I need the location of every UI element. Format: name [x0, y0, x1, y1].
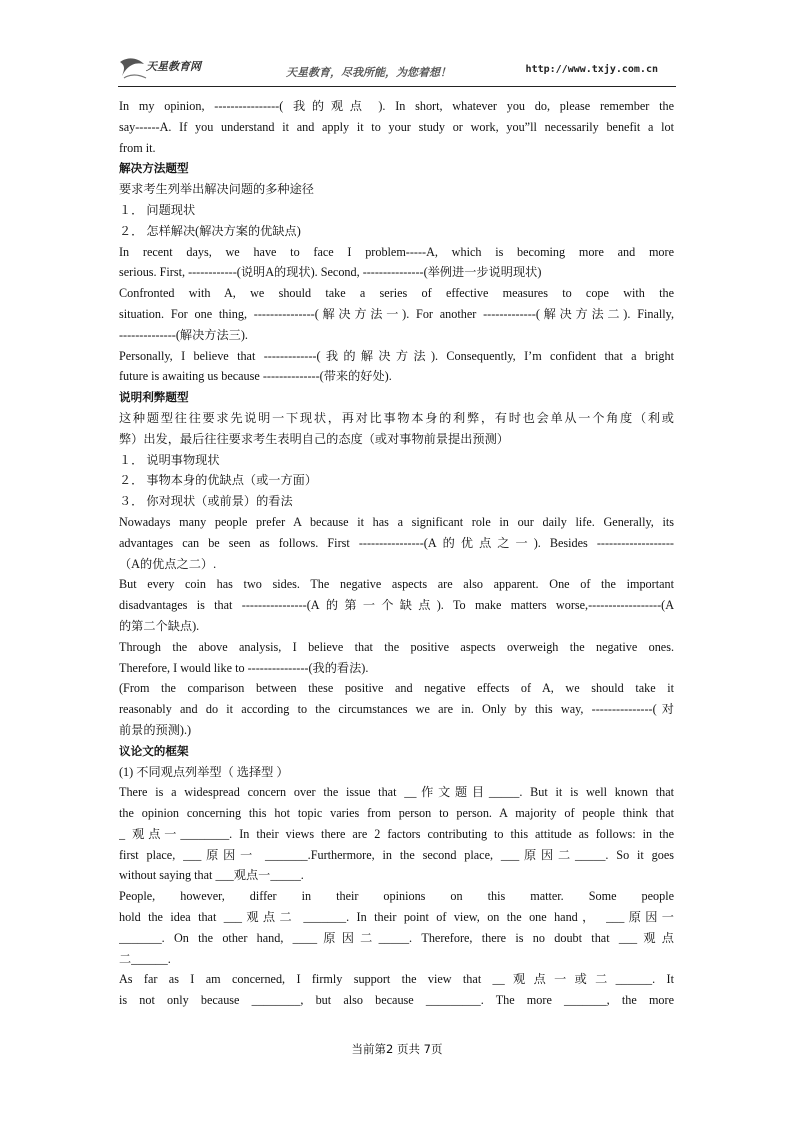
text-line: _ 观点一________. In their views there are 2 factors contributing to this attitude as follows: in the — [119, 826, 674, 841]
text-line: 前景的预测).) — [119, 722, 192, 737]
text-line: --------------(解决方法三). — [119, 327, 248, 342]
document-body — [119, 96, 674, 1011]
text-line: ２． 事物本身的优缺点（或一方面） — [119, 473, 318, 488]
text-line: without saying that ___观点一_____. — [119, 868, 304, 883]
section-heading: 说明利弊题型 — [119, 390, 189, 405]
text-line: is not only because ________, but also because _________. The more _______, the more — [119, 993, 674, 1008]
text-line: advantages can be seen as follows. First ----------------(A的优点之一). Besides ------------------- — [119, 535, 674, 550]
section-heading: 议论文的框架 — [119, 743, 189, 758]
site-slogan: 天星教育，尽我所能，为您着想！ — [286, 66, 451, 79]
text-line: say------A. If you understand it and apply it to your study or work, you”ll necessarily benefit a lot — [119, 119, 674, 134]
text-line: situation. For one thing, ---------------(解决方法一). For another -------------(解决方法二). Finally, — [119, 306, 674, 321]
text-line: 二______. — [119, 951, 171, 966]
section-heading: 解决方法题型 — [119, 161, 189, 176]
text-line: future is awaiting us because --------------(带来的好处). — [119, 369, 392, 384]
text-line: disadvantages is that ----------------(A的第一个缺点). To make matters worse,------------------(A — [119, 598, 674, 613]
text-line: １． 问题现状 — [119, 202, 196, 217]
text-line: reasonably and do it according to the circumstances we are in. Only by this way, ---------------(对 — [119, 702, 674, 717]
text-line: ３． 你对现状（或前景）的看法 — [119, 494, 293, 509]
text-line: 弊）出发，最后往往要求考生表明自己的态度（或对事物前景提出预测） — [119, 431, 509, 446]
text-line: (From the comparison between these positive and negative effects of A, we should take it — [119, 681, 674, 696]
logo-text: 天星教育网 — [146, 60, 201, 73]
text-line: People, however, differ in their opinions on this matter. Some people — [119, 889, 674, 904]
text-line: from it. — [119, 140, 156, 155]
text-line: 要求考生列举出解决问题的多种途径 — [119, 182, 314, 197]
text-line: １． 说明事物现状 — [119, 452, 220, 467]
text-line: ２． 怎样解决(解决方案的优缺点) — [119, 223, 301, 238]
text-line: In my opinion, ----------------( 我的观点 ). In short, whatever you do, please remember the — [119, 99, 674, 113]
page-footer: 当前第2 页共 7页 — [351, 1042, 443, 1056]
text-line: Therefore, I would like to ---------------(我的看法). — [119, 660, 369, 675]
logo-swoosh-icon — [118, 54, 148, 82]
text-line: 的第二个缺点). — [119, 618, 200, 633]
text-line: serious. First, ------------(说明A的现状). Second, ---------------(举例进一步说明现状) — [119, 265, 542, 280]
text-line: first place, ___原因一 _______.Furthermore, in the second place, ___原因二_____. So it goes — [119, 847, 674, 862]
text-line: There is a widespread concern over the issue that __作文题目_____. But it is well known that — [119, 785, 674, 800]
text-line: hold the idea that ___观点二 _______. In their point of view, on the one hand， ___原因一 — [119, 910, 674, 925]
text-line: 这种题型往往要求先说明一下现状，再对比事物本身的利弊，有时也会单从一个角度（利或 — [119, 410, 674, 425]
text-line: As far as I am concerned, I firmly support the view that __观点一或二______. It — [119, 972, 674, 987]
text-line: Nowadays many people prefer A because it has a significant role in our daily life. Generally, its — [119, 514, 674, 529]
text-line: (1) 不同观点列举型（ 选择型 ） — [119, 764, 289, 779]
text-line: _______. On the other hand, ____原因二_____. Therefore, there is no doubt that ___观点 — [119, 930, 674, 945]
site-url: http://www.txjy.com.cn — [525, 64, 658, 75]
text-line: （A的优点之二）. — [119, 556, 217, 571]
site-logo — [118, 54, 210, 82]
text-line: Personally, I believe that -------------(我的解决方法). Consequently, I’m confident that a bright — [119, 348, 674, 363]
text-line: the opinion concerning this hot topic varies from person to person. A majority of people think that — [119, 806, 674, 821]
text-line: But every coin has two sides. The negative aspects are also apparent. One of the important — [119, 577, 674, 592]
text-line: Confronted with A, we should take a series of effective measures to cope with the — [119, 286, 674, 301]
text-line: Through the above analysis, I believe that the positive aspects overweigh the negative ones. — [119, 639, 674, 654]
page-header — [118, 52, 676, 87]
text-line: In recent days, we have to face I problem-----A, which is becoming more and more — [119, 244, 674, 259]
